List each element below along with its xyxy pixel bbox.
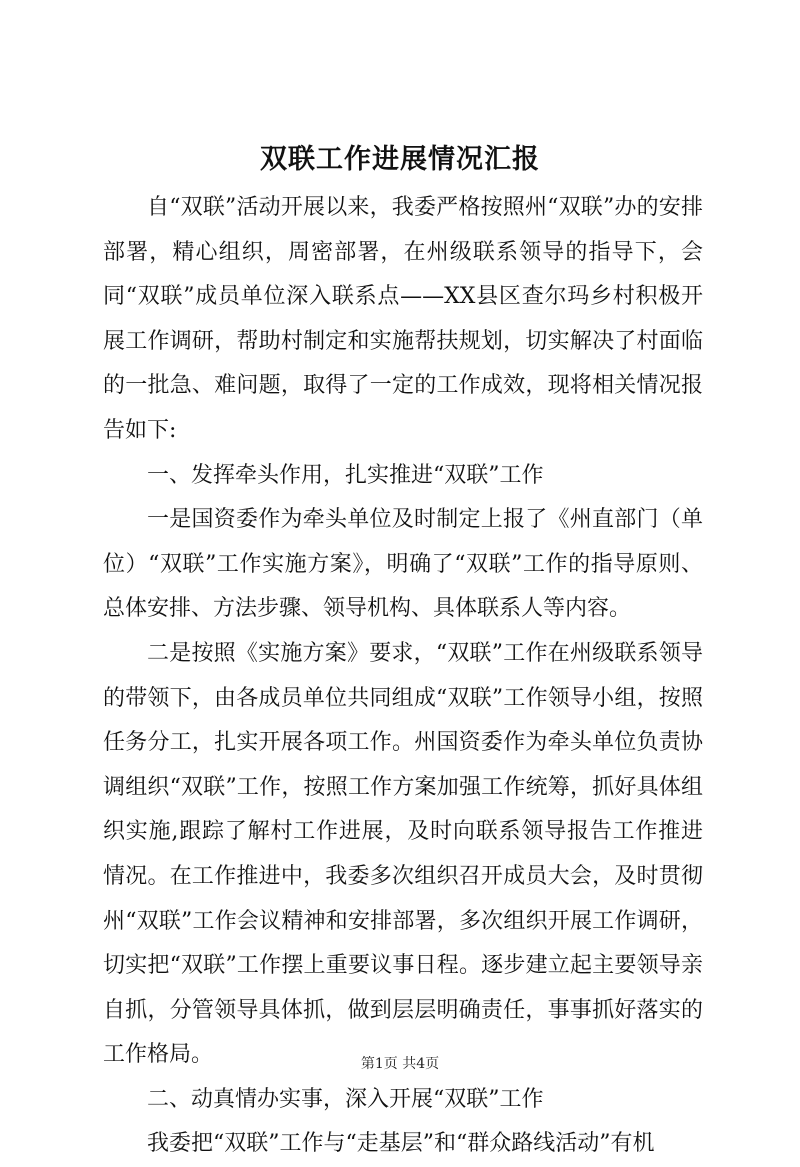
section-heading-1: 一、发挥牵头作用，扎实推进“双联”工作 — [147, 462, 544, 488]
paragraph-point-1: 一是国资委作为牵头单位及时制定上报了《州直部门（单位）“双联”工作实施方案》，明确了“双联”工作的指导原则、总体安排、方法步骤、领导机构、具体联系人等内容。 — [103, 507, 703, 622]
paragraph-section-2: 我委把“双联”工作与“走基层”和“群众路线活动”有机 — [147, 1131, 655, 1157]
page-footer: 第1页 共4页 — [360, 1056, 440, 1072]
section-heading-2: 二、动真情办实事，深入开展“双联”工作 — [147, 1086, 544, 1112]
document-body — [103, 186, 703, 1167]
paragraph-intro: 自“双联”活动开展以来，我委严格按照州“双联”办的安排部署，精心组织，周密部署，在州级联系领导的指导下，会同“双联”成员单位深入联系点——XX县区查尔玛乡村积极开展工作调研，帮助村制定和实施帮扶规划，切实解决了村面临的一批急、难问题，取得了一定的工作成效，现将相关情况报告如下: — [103, 195, 703, 443]
document-title: 双联工作进展情况汇报 — [260, 144, 540, 175]
paragraph-point-2: 二是按照《实施方案》要求，“双联”工作在州级联系领导的带领下，由各成员单位共同组成“双联”工作领导小组，按照任务分工，扎实开展各项工作。州国资委作为牵头单位负责协调组织“双联”工作，按照工作方案加强工作统筹，抓好具体组织实施,跟踪了解村工作进展，及时向联系领导报告工作推进情况。在工作推进中，我委多次组织召开成员大会，及时贯彻州“双联”工作会议精神和安排部署，多次组织开展工作调研，切实把“双联”工作摆上重要议事日程。逐步建立起主要领导亲自抓，分管领导具体抓，做到层层明确责任，事事抓好落实的工作格局。 — [103, 640, 703, 1068]
